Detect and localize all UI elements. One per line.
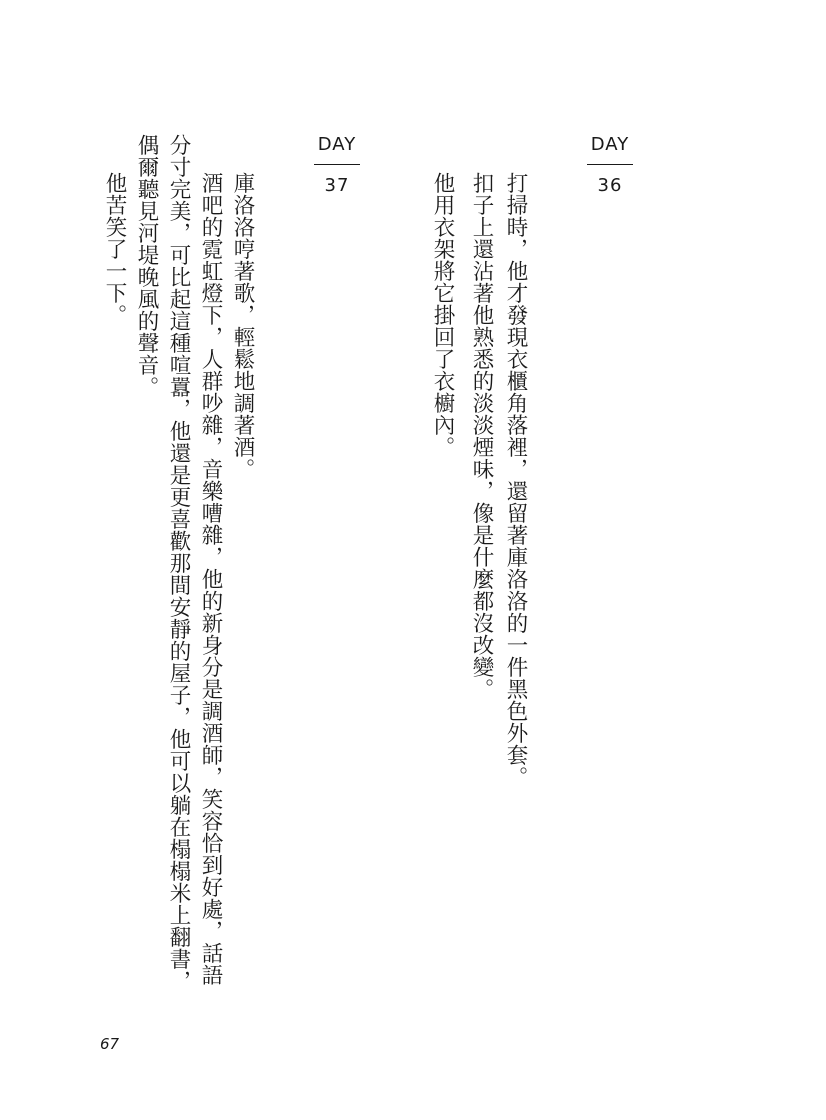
day-37-line-3: 分寸完美，可比起這種喧囂，他還是更喜歡那間安靜的屋子，他可以躺在榻榻米上翻書， [166,134,191,992]
day-number: 37 [324,175,350,196]
day-37-header [297,134,377,197]
day-36-line-1: 打掃時，他才發現衣櫃角落裡，還留著庫洛洛的一件黑色外套。 [503,172,528,788]
day-36-line-2: 扣子上還沾著他熟悉的淡淡煙味，像是什麼都沒改變。 [469,172,494,700]
day-37-line-1: 庫洛洛哼著歌，輕鬆地調著酒。 [230,172,255,480]
page-number: 67 [100,1035,120,1053]
day-36-line-3: 他用衣架將它掛回了衣櫥內。 [430,172,455,458]
day-37-line-4: 偶爾聽見河堤晚風的聲音。 [134,134,159,398]
day-label: DAY [590,134,630,155]
day-36-header [570,134,650,197]
day-number: 36 [597,175,623,196]
day-37-line-5: 他苦笑了一下。 [102,172,127,326]
day-37-line-2: 酒吧的霓虹燈下，人群吵雜，音樂嘈雜，他的新身分是調酒師，笑容恰到好處，話語 [198,172,223,986]
day-label: DAY [317,134,357,155]
divider [587,164,633,165]
divider [314,164,360,165]
